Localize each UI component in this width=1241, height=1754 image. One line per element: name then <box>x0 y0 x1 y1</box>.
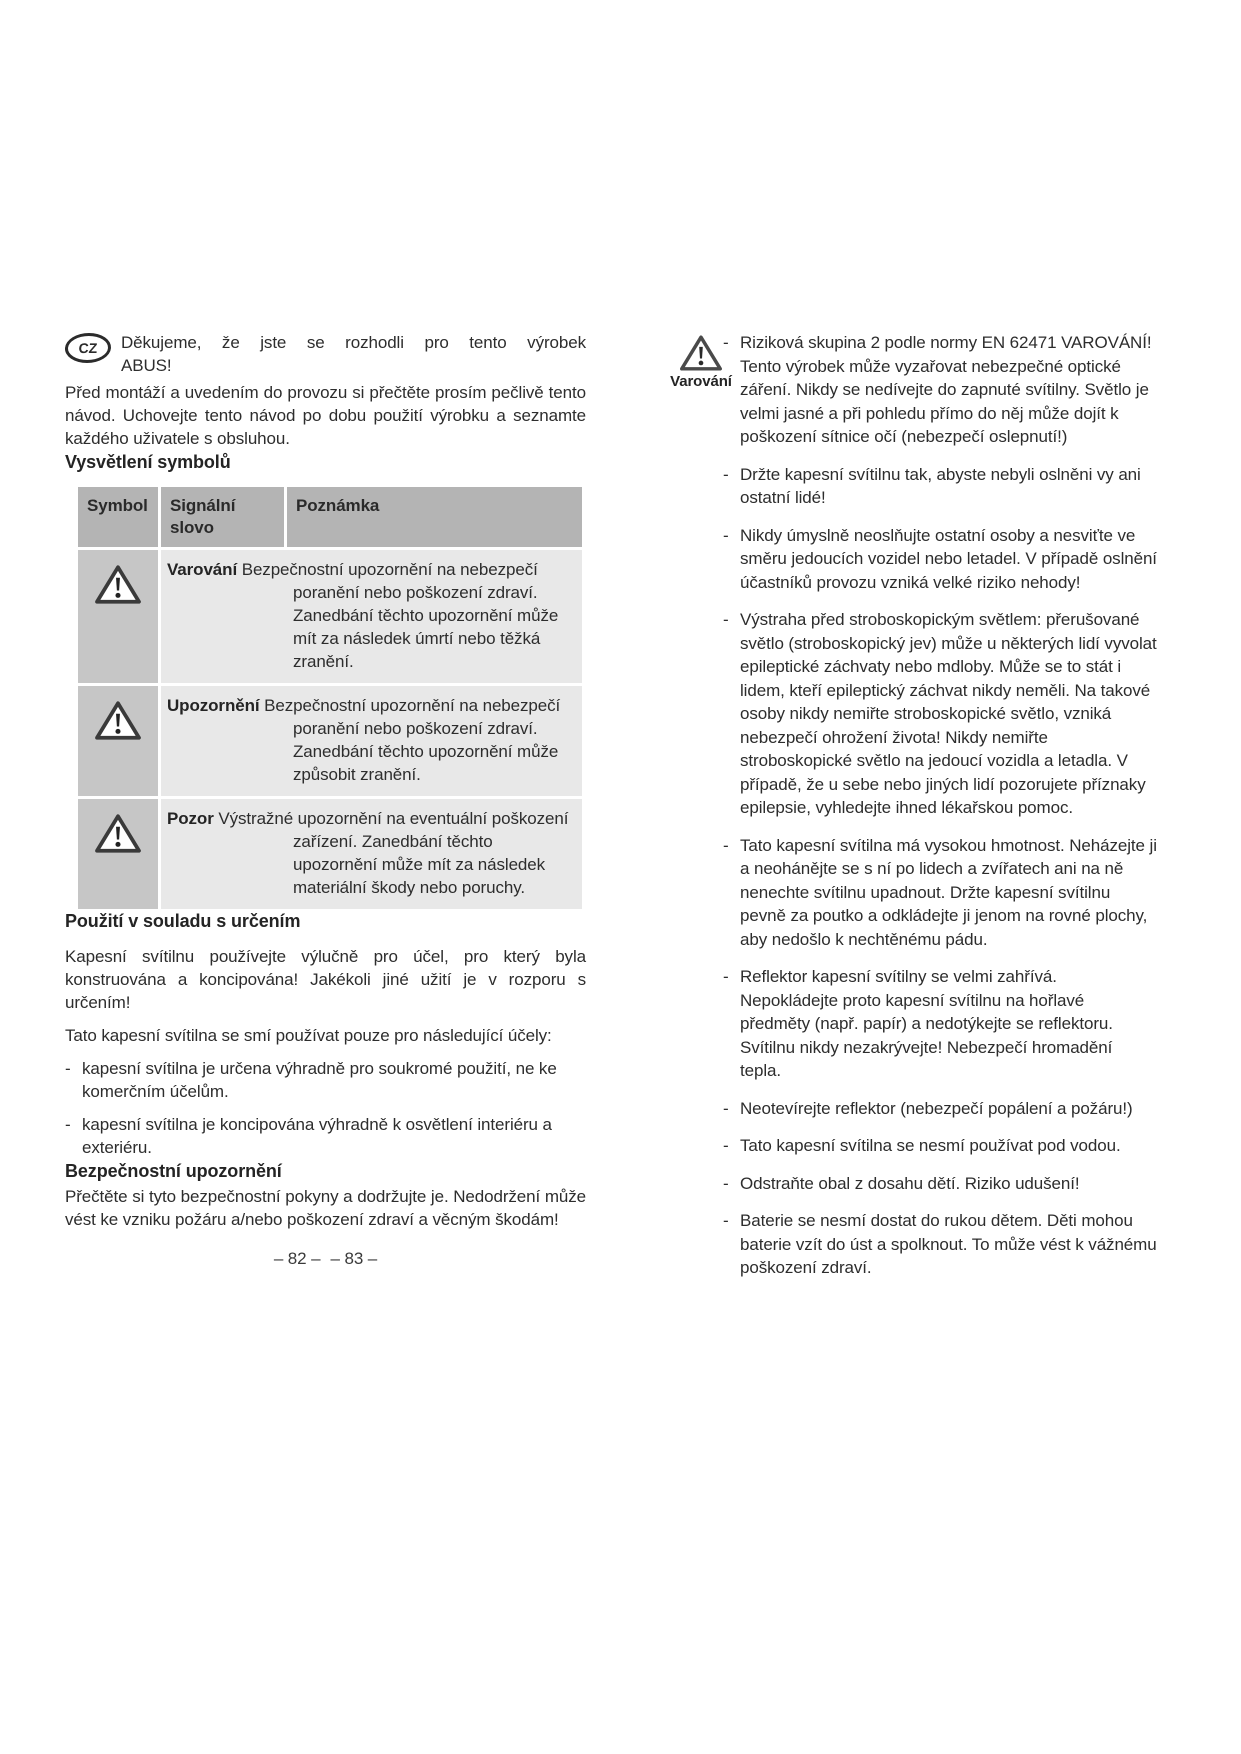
right-column <box>657 331 1157 1294</box>
symbols-heading: Vysvětlení symbolů <box>65 452 231 472</box>
safety-bullet: - Výstraha před stroboskopickým světlem: přerušované světlo (stroboskopický jev) může u některých lidí vyvolat epileptické záchvaty nebo mdloby. Může se to stát i lidem, kteří epileptický záchvat nikdy neměli. Na takové osoby nikdy nemiřte stroboskopické světlo, vzniká nebezpečí ohrožení života! Nikdy nemiřte stroboskopické světlo na jedoucí vozidla a letadla. V případě, že u sebe nebo jiných lidí pozorujete příznaky epilepsie, vyhledejte ihned lékařskou pomoc. <box>723 608 1157 820</box>
warning-triangle-icon <box>78 686 158 796</box>
safety-paragraph: Přečtěte si tyto bezpečnostní pokyny a dodržujte je. Nedodržení může vést ke vzniku požáru a/nebo poškození zdraví a věcným škodám! <box>65 1187 586 1229</box>
safety-bullet: - Tato kapesní svítilna má vysokou hmotnost. Neházejte ji a neohánějte se s ní po lidech a zvířatech ani na ně nenechte svítilnu upadnout. Držte kapesní svítilnu pevně za poutko a odkládejte ji jenom na rovné plochy, aby nedošlo k nechtěnému pádu. <box>723 834 1157 952</box>
safety-bullet: - Držte kapesní svítilnu tak, abyste nebyli oslněni vy ani ostatní lidé! <box>723 463 1157 510</box>
table-header-note: Poznámka <box>287 487 582 547</box>
symbols-table-header <box>78 487 582 547</box>
page-number-left: – 82 – <box>273 1249 321 1268</box>
table-row <box>78 550 582 683</box>
safety-bullet: - Riziková skupina 2 podle normy EN 62471 VAROVÁNÍ! Tento výrobek může vyzařovat nebezpečné optické záření. Nikdy se nedívejte do zapnuté svítilny. Světlo je velmi jasné a při pohledu přímo do něj může dojít k poškození sítnice očí (nebezpečí oslepnutí!) <box>723 331 1157 449</box>
left-column <box>65 331 586 1270</box>
note-text: Bezpečnostní upozornění na nebezpečí poranění nebo poškození zdraví. Zanedbání těchto upozornění může mít za následek úmrtí nebo těžká zranění. <box>241 560 559 671</box>
safety-heading: Bezpečnostní upozornění <box>65 1161 282 1181</box>
table-note-cell <box>161 799 582 909</box>
safety-bullet: - Baterie se nesmí dostat do rukou dětem. Děti mohou baterie vzít do úst a spolknout. To může vést k vážnému poškození zdraví. <box>723 1209 1157 1280</box>
safety-bullet: - Nikdy úmyslně neoslňujte ostatní osoby a nesviťte ve směru jedoucích vozidel nebo letadel. V případě oslnění účastníků provozu vzniká velké riziko nehody! <box>723 524 1157 595</box>
thanks-line-2: ABUS! <box>121 356 172 375</box>
page-number-right: – 83 – <box>330 1249 378 1268</box>
signal-word: Upozornění <box>167 696 260 715</box>
warning-triangle-icon <box>78 799 158 909</box>
intended-use-list <box>65 1057 586 1159</box>
intended-use-paragraph-1: Kapesní svítilnu používejte výlučně pro účel, pro který byla konstruována a koncipována! Jakékoli jiné užití je v rozporu s určením! <box>65 947 586 1012</box>
table-row <box>78 686 582 796</box>
warning-triangle-icon <box>679 333 723 373</box>
note-text: Bezpečnostní upozornění na nebezpečí poranění nebo poškození zdraví. Zanedbání těchto upozornění může způsobit zranění. <box>264 696 561 784</box>
safety-bullet: - Tato kapesní svítilna se nesmí používat pod vodou. <box>723 1134 1157 1158</box>
cz-language-badge-icon: CZ <box>64 333 112 363</box>
table-header-symbol: Symbol <box>78 487 158 547</box>
table-note-cell <box>161 686 582 796</box>
intro-paragraph: Před montáží a uvedením do provozu si přečtěte prosím pečlivě tento návod. Uchovejte tento návod po dobu použití výrobku a seznamte každého uživatele s obsluhou. <box>65 383 586 448</box>
warning-label: Varování <box>670 373 732 390</box>
safety-bullet-list <box>723 331 1157 1280</box>
intended-use-heading: Použití v souladu s určením <box>65 911 301 931</box>
list-item: - kapesní svítilna je určena výhradně pro soukromé použití, ne ke komerčním účelům. <box>65 1057 586 1103</box>
table-header-signal-word: Signální slovo <box>161 487 284 547</box>
intro-block <box>65 331 586 377</box>
thanks-paragraph <box>121 331 586 377</box>
safety-bullet: - Reflektor kapesní svítilny se velmi zahřívá. Nepokládejte proto kapesní svítilnu na hořlavé předměty (např. papír) a nedotýkejte se reflektoru. Svítilnu nikdy nezakrývejte! Nebezpečí hromadění tepla. <box>723 965 1157 1083</box>
symbols-table <box>78 487 582 909</box>
intended-use-paragraph-2: Tato kapesní svítilna se smí používat pouze pro následující účely: <box>65 1026 552 1045</box>
list-item: - kapesní svítilna je koncipována výhradně k osvětlení interiéru a exteriéru. <box>65 1113 586 1159</box>
safety-bullet: - Neotevírejte reflektor (nebezpečí popálení a požáru!) <box>723 1097 1157 1121</box>
warning-block <box>663 333 739 390</box>
note-text: Výstražné upozornění na eventuální poškození zařízení. Zanedbání těchto upozornění může mít za následek materiální škody nebo poruchy. <box>218 809 569 897</box>
page-numbers <box>65 1247 586 1270</box>
warning-triangle-icon <box>78 550 158 683</box>
safety-bullet: - Odstraňte obal z dosahu dětí. Riziko udušení! <box>723 1172 1157 1196</box>
table-note-cell <box>161 550 582 683</box>
signal-word: Varování <box>167 560 238 579</box>
table-row <box>78 799 582 909</box>
thanks-line-1: Děkujeme, že jste se rozhodli pro tento výrobek <box>121 333 586 352</box>
signal-word: Pozor <box>167 809 214 828</box>
